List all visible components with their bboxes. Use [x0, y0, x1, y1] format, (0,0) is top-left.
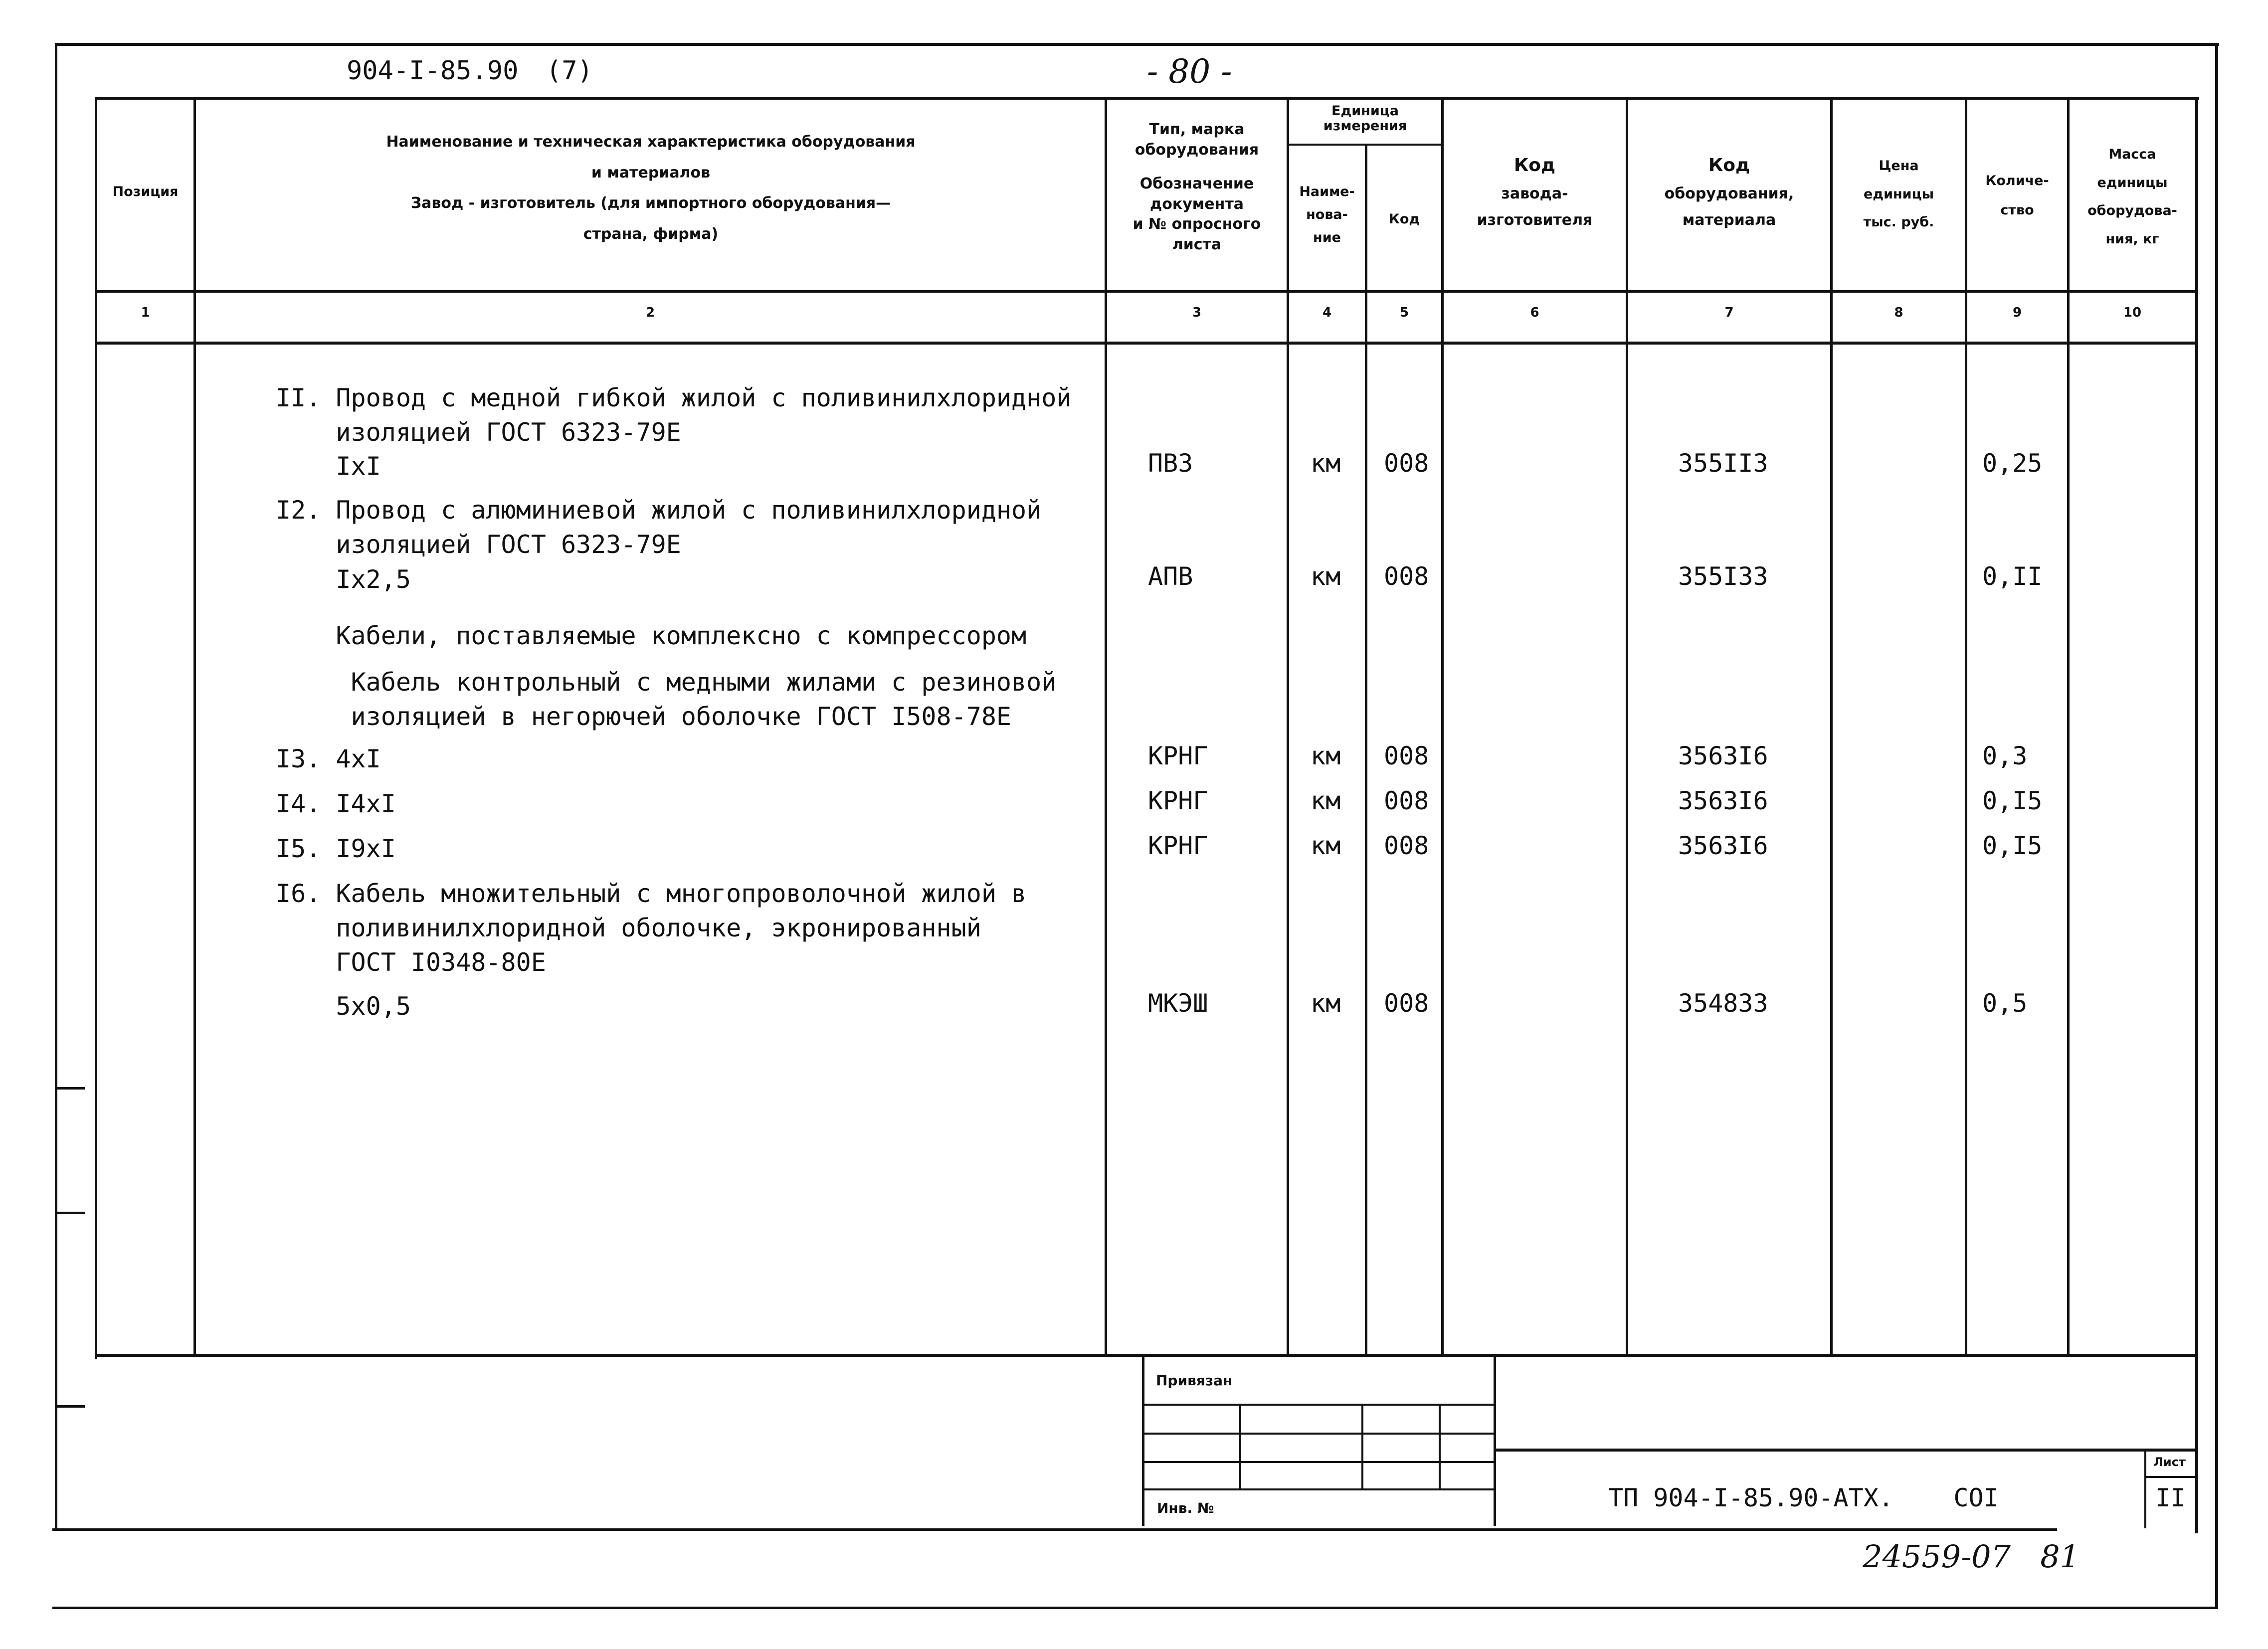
header-type — [1107, 120, 1287, 255]
stamp-grid-vline — [1239, 1405, 1241, 1489]
header-equip-code-line: материала — [1682, 211, 1776, 229]
item-text-line: Iх2,5 — [276, 565, 411, 594]
item-text-line: Кабель контрольный с медными жилами с резиновой — [276, 668, 1057, 697]
col-line-5 — [1441, 97, 1444, 1354]
col-line-3 — [1287, 97, 1289, 1354]
header-name — [197, 131, 1105, 246]
footer-handwritten-number: 24559-07 81 — [1863, 1538, 2080, 1575]
stamp-top-line — [95, 1354, 2198, 1357]
col-line-9 — [2067, 97, 2070, 1354]
stamp-inv-label: Инв. № — [1157, 1500, 1214, 1516]
item-text-line: изоляцией ГОСТ 6323-79Е — [276, 418, 681, 447]
numbers-bottom-line — [95, 342, 2198, 345]
cell-unit: км — [1311, 831, 1341, 860]
cell-equip-code: 355II3 — [1678, 449, 1768, 478]
sheet-box-left-line — [2144, 1449, 2146, 1528]
cell-unit-code: 008 — [1384, 831, 1429, 860]
stamp-designation-top-line — [1494, 1449, 2198, 1452]
frame-left-line — [55, 43, 57, 1529]
column-number: 7 — [1724, 305, 1734, 320]
margin-mark — [55, 1212, 85, 1214]
table-right-line — [2195, 97, 2198, 1533]
header-unit-code: Код — [1388, 211, 1420, 227]
stamp-grid-vline — [1439, 1405, 1441, 1489]
column-number: 4 — [1322, 305, 1332, 320]
frame-bottom-line — [52, 1607, 2218, 1609]
header-qty-line: Количе- — [1985, 173, 2049, 188]
table-left-line — [95, 97, 97, 1359]
header-mass — [2070, 141, 2195, 254]
item-text-line: 5х0,5 — [276, 992, 411, 1021]
column-number: 10 — [2123, 305, 2142, 320]
header-unit-line: Единица — [1331, 103, 1399, 119]
header-price-line: единицы — [1863, 186, 1934, 202]
header-unit-name-line: ние — [1313, 229, 1341, 245]
header-unit — [1289, 104, 1441, 133]
cell-type: КРНГ — [1148, 831, 1208, 860]
frame-lower-line — [52, 1528, 2057, 1531]
header-price-line: Цена — [1879, 158, 1919, 174]
cell-qty: 0,5 — [1982, 989, 2028, 1018]
header-price-line: тыс. руб. — [1863, 214, 1934, 230]
header-mass-line: Масса — [2108, 147, 2156, 162]
stamp-grid-vline — [1361, 1405, 1363, 1489]
unit-group-line — [1287, 144, 1442, 146]
page-number: - 80 - — [1147, 52, 1232, 91]
col-line-7 — [1830, 97, 1833, 1354]
header-type-line: документа — [1150, 195, 1244, 213]
header-bottom-line — [95, 290, 2198, 293]
header-type-line: Тип, марка — [1149, 121, 1245, 138]
header-factory-code-line: завода- — [1501, 185, 1568, 202]
sheet-box-mid-line — [2144, 1476, 2198, 1478]
header-equip-code — [1628, 150, 1830, 233]
cell-type: КРНГ — [1148, 786, 1208, 815]
header-equip-code-line: Код — [1708, 155, 1750, 176]
header-unit-line: измерения — [1323, 118, 1407, 134]
cell-unit-code: 008 — [1384, 989, 1429, 1018]
col-line-1 — [193, 97, 196, 1354]
item-text-line: IxI — [276, 452, 381, 481]
header-price — [1833, 152, 1965, 237]
column-number: 2 — [645, 305, 655, 320]
header-name-line: Завод - изготовитель (для импортного оборудования— — [410, 194, 891, 212]
stamp-designation: ТП 904-I-85.90-АТХ. СОI — [1608, 1483, 1999, 1512]
header-equip-code-line: оборудования, — [1664, 185, 1794, 202]
cell-type: МКЭШ — [1148, 989, 1208, 1018]
cell-unit-code: 008 — [1384, 741, 1429, 770]
cell-equip-code: 354833 — [1678, 989, 1768, 1018]
item-text-line: изоляцией в негорючей оболочке ГОСТ I508-78Е — [276, 702, 1012, 731]
cell-equip-code: 3563I6 — [1678, 741, 1768, 770]
col-line-6 — [1626, 97, 1628, 1354]
item-text-line: I2. Провод с алюминиевой жилой с поливинилхлоридной — [276, 496, 1042, 525]
item-text-line: I5. I9xI — [276, 834, 396, 863]
stamp-grid-line — [1142, 1404, 1496, 1406]
cell-qty: 0,II — [1982, 562, 2043, 591]
sheet-number: II — [2155, 1483, 2186, 1512]
column-number: 3 — [1192, 305, 1202, 320]
margin-mark — [55, 1087, 85, 1090]
item-text-line: I4. I4xI — [276, 789, 396, 818]
cell-unit-code: 008 — [1384, 786, 1429, 815]
cell-qty: 0,I5 — [1982, 786, 2043, 815]
stamp-left-line — [1142, 1354, 1144, 1526]
item-text-line: I6. Кабель множительный с многопроволочной жилой в — [276, 879, 1027, 908]
cell-type: ПВЗ — [1148, 449, 1193, 478]
margin-mark — [55, 1405, 85, 1408]
header-qty — [1967, 166, 2067, 225]
header-type-line: и № опросного — [1133, 215, 1261, 233]
cell-unit: км — [1311, 562, 1341, 591]
cell-qty: 0,I5 — [1982, 831, 2043, 860]
header-mass-line: оборудова- — [2087, 203, 2177, 219]
column-number: 8 — [1894, 305, 1903, 320]
sheet-label: Лист — [2153, 1455, 2186, 1469]
column-number: 5 — [1399, 305, 1409, 320]
header-qty-line: ство — [2000, 202, 2034, 218]
item-text-line: II. Провод с медной гибкой жилой с поливинилхлоридной — [276, 383, 1072, 412]
cell-qty: 0,3 — [1982, 741, 2028, 770]
header-factory-code — [1444, 150, 1626, 233]
col-line-8 — [1965, 97, 1967, 1354]
header-factory-code-line: Код — [1513, 155, 1556, 176]
header-name-line: и материалов — [591, 164, 711, 182]
header-position: Позиция — [112, 184, 179, 199]
stamp-attached-label: Привязан — [1156, 1372, 1233, 1389]
frame-right-line — [2215, 43, 2218, 1609]
header-name-line: страна, фирма) — [583, 225, 719, 243]
cell-equip-code: 355I33 — [1678, 562, 1768, 591]
doc-code-suffix: (7) — [546, 56, 593, 86]
cell-type: АПВ — [1148, 562, 1193, 591]
header-unit-name — [1289, 181, 1365, 249]
header-name-line: Наименование и техническая характеристика оборудования — [386, 133, 916, 151]
stamp-grid-line — [1142, 1461, 1496, 1463]
cell-equip-code: 3563I6 — [1678, 786, 1768, 815]
column-number: 1 — [141, 305, 150, 320]
cell-unit-code: 008 — [1384, 562, 1429, 591]
item-text-line: поливинилхлоридной оболочке, экронированный — [276, 914, 981, 942]
doc-code: 904-I-85.90 — [347, 56, 519, 86]
column-number: 6 — [1530, 305, 1539, 320]
header-mass-line: ния, кг — [2105, 231, 2159, 247]
header-mass-line: единицы — [2097, 175, 2168, 190]
header-type-line: Обозначение — [1139, 175, 1254, 192]
cell-unit: км — [1311, 741, 1341, 770]
section-heading: Кабели, поставляемые комплексно с компрессором — [276, 621, 1027, 650]
header-factory-code-line: изготовителя — [1477, 211, 1593, 229]
cell-unit-code: 008 — [1384, 449, 1429, 478]
col-line-2 — [1105, 97, 1107, 1354]
cell-unit: км — [1311, 989, 1341, 1018]
stamp-mid-line — [1494, 1354, 1496, 1526]
stamp-grid-line — [1142, 1433, 1496, 1435]
col-line-4 — [1365, 145, 1367, 1354]
cell-qty: 0,25 — [1982, 449, 2043, 478]
stamp-grid-line — [1142, 1488, 1496, 1490]
cell-unit: км — [1311, 449, 1341, 478]
item-text-line: ГОСТ I0348-80Е — [276, 948, 546, 977]
cell-unit: км — [1311, 786, 1341, 815]
item-text-line: изоляцией ГОСТ 6323-79Е — [276, 530, 681, 559]
cell-type: КРНГ — [1148, 741, 1208, 770]
frame-top-line — [55, 43, 2219, 46]
header-type-line: листа — [1172, 235, 1222, 253]
header-unit-name-line: Наиме- — [1299, 184, 1355, 199]
header-type-line: оборудования — [1134, 141, 1259, 159]
column-number: 9 — [2012, 305, 2022, 320]
cell-equip-code: 3563I6 — [1678, 831, 1768, 860]
table-top-line — [95, 97, 2199, 100]
item-text-line: I3. 4xI — [276, 744, 381, 773]
header-unit-name-line: нова- — [1306, 206, 1348, 222]
